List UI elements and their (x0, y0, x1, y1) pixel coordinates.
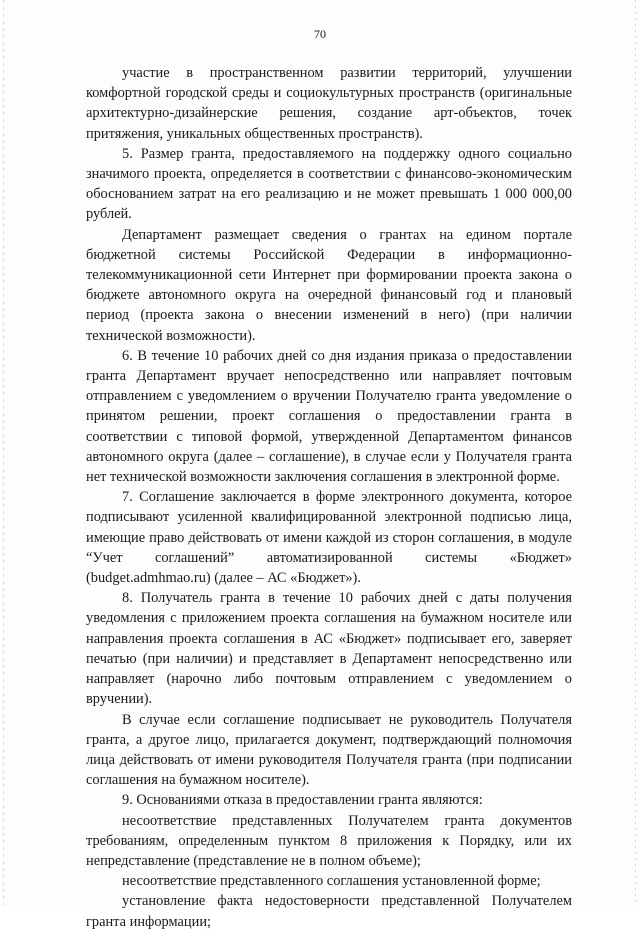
document-body (86, 63, 572, 932)
paragraph-agreement-delivery: 6. В течение 10 рабочих дней со дня издания приказа о предоставлении гранта Департамент вручает непосредственно или направляет почтовым отправлением с уведомлением о вручении Получателю гранта уведомление о принятом решении, проект соглашения о предоставлении гранта в соответствии с типовой формой, утвержденной Департаментом финансов автономного округа (далее – соглашение), в случае если у Получателя гранта нет технической возможности заключения соглашения в электронной форме. (86, 347, 572, 486)
scan-edge-left (3, 0, 4, 905)
paragraph-authority-document: В случае если соглашение подписывает не руководитель Получателя гранта, а другое лицо, прилагается документ, подтверждающий полномочия лица действовать от имени руководителя Получателя гранта (при подписании соглашения на бумажном носителе). (86, 711, 572, 789)
list-item-form-mismatch: несоответствие представленного соглашения установленной форме; (122, 873, 541, 890)
paragraph-grant-size: 5. Размер гранта, предоставляемого на поддержку одного социально значимого проекта, определяется в соответствии с финансово-экономическим обоснованием затрат на его реализацию и не может превышать 1 000 000,00 рублей. (86, 145, 572, 223)
page-number: 70 (314, 27, 326, 41)
list-item-documents-mismatch: несоответствие представленных Получателем гранта документов требованиям, определенным пунктом 8 приложения к Порядку, или их непредставление (представление не в полном объеме); (86, 812, 572, 869)
list-item-false-information: установление факта недостоверности представленной Получателем гранта информации; (86, 893, 572, 930)
scan-edge-right (635, 0, 636, 905)
paragraph-electronic-agreement: 7. Соглашение заключается в форме электронного документа, которое подписывают усиленной квалифицированной электронной подписью лица, имеющие право действовать от имени каждой из сторон соглашения, в модуле “Учет соглашений” автоматизированной системы «Бюджет» (budget.admhmao.ru) (далее – АС «Бюджет»). (86, 489, 572, 587)
paragraph-signing-deadline: 8. Получатель гранта в течение 10 рабочих дней с даты получения уведомления с приложением проекта соглашения на бумажном носителе или направления проекта соглашения в АС «Бюджет» подписывает его, заверяет печатью (при наличии) и представляет в Департамент непосредственно или направляет (нарочно либо почтовым отправлением с уведомлением о вручении). (86, 590, 572, 708)
paragraph-refusal-grounds: 9. Основаниями отказа в предоставлении гранта являются: (122, 792, 483, 809)
paragraph-portal-info: Департамент размещает сведения о грантах на едином портале бюджетной системы Российской Федерации в информационно-телекоммуникационной сети Интернет при формировании проекта закона о бюджете автономного округа на очередной финансовый год и плановый период (проекта закона о внесении изменений в него) (при наличии технической возможности). (86, 226, 572, 344)
paragraph-continuation: участие в пространственном развитии территорий, улучшении комфортной городской среды и социокультурных пространств (оригинальные архитектурно-дизайнерские решения, создание арт-объектов, точек притяжения, уникальных общественных пространств). (86, 65, 572, 142)
